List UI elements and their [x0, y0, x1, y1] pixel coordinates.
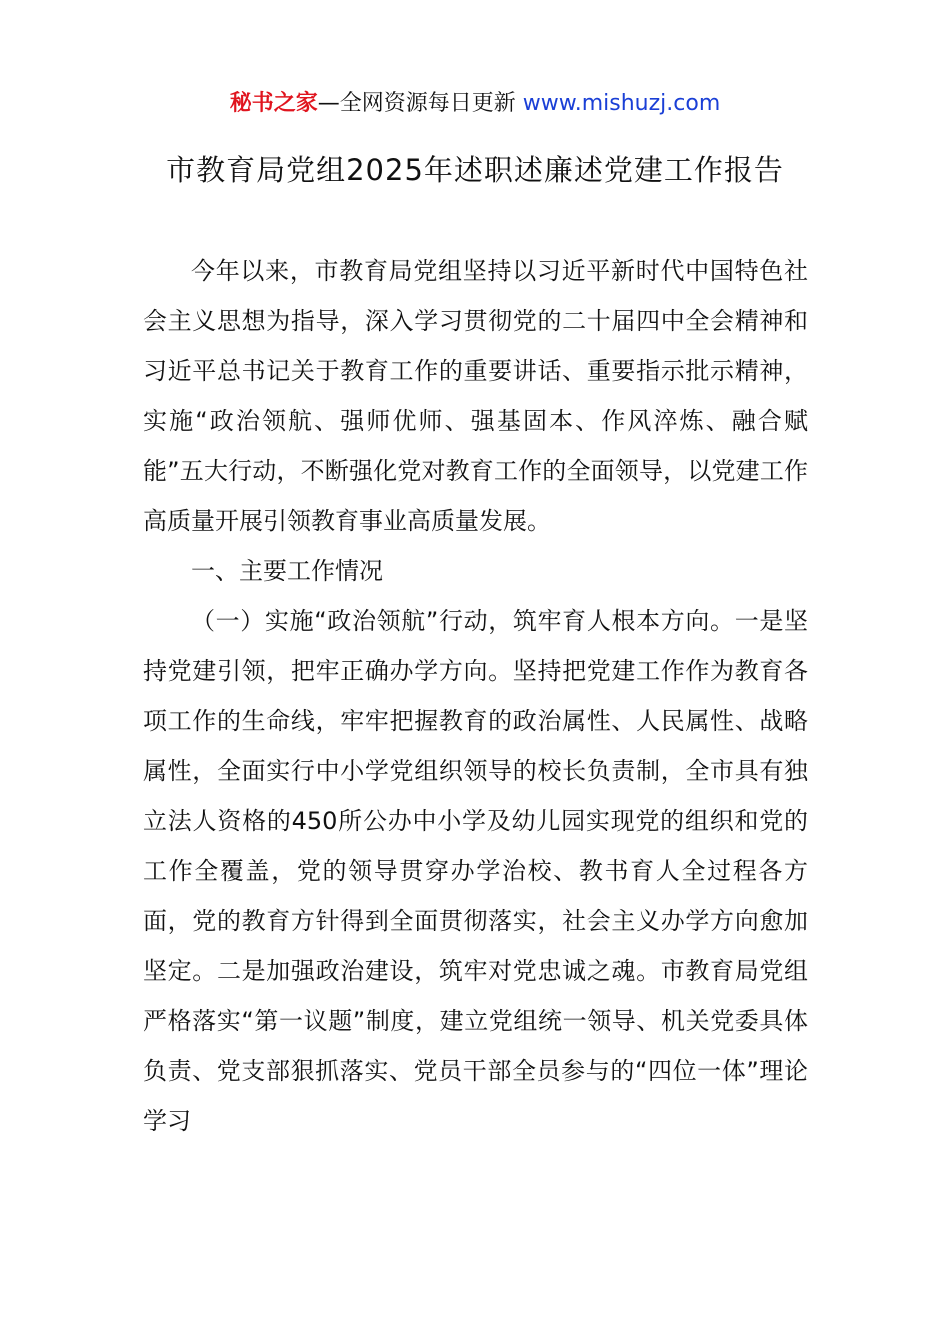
site-brand: 秘书之家 [229, 91, 318, 116]
document-title: 市教育局党组2025年述职述廉述党建工作报告 [166, 153, 784, 187]
site-header [0, 86, 950, 122]
paragraph-intro: 今年以来，市教育局党组坚持以习近平新时代中国特色社会主义思想为指导，深入学习贯彻党的二十届四中全会精神和习近平总书记关于教育工作的重要讲话、重要指示批示精神，实施“政治领航、强师优师、强基固本、作风淬炼、融合赋能”五大行动，不断强化党对教育工作的全面领导，以党建工作高质量开展引领教育事业高质量发展。 [143, 257, 808, 535]
document-body [143, 246, 808, 1146]
section-heading: 一、主要工作情况 [191, 557, 383, 585]
site-tagline: —全网资源每日更新 [317, 91, 523, 116]
site-url-link[interactable]: www.mishuzj.com [522, 91, 721, 116]
paragraph-section-1: （一）实施“政治领航”行动，筑牢育人根本方向。一是坚持党建引领，把牢正确办学方向。坚持把党建工作作为教育各项工作的生命线，牢牢把握教育的政治属性、人民属性、战略属性，全面实行中小学党组织领导的校长负责制，全市具有独立法人资格的450所公办中小学及幼儿园实现党的组织和党的工作全覆盖，党的领导贯穿办学治校、教书育人全过程各方面，党的教育方针得到全面贯彻落实，社会主义办学方向愈加坚定。二是加强政治建设，筑牢对党忠诚之魂。市教育局党组严格落实“第一议题”制度，建立党组统一领导、机关党委具体负责、党支部狠抓落实、党员干部全员参与的“四位一体”理论学习 [143, 607, 808, 1135]
